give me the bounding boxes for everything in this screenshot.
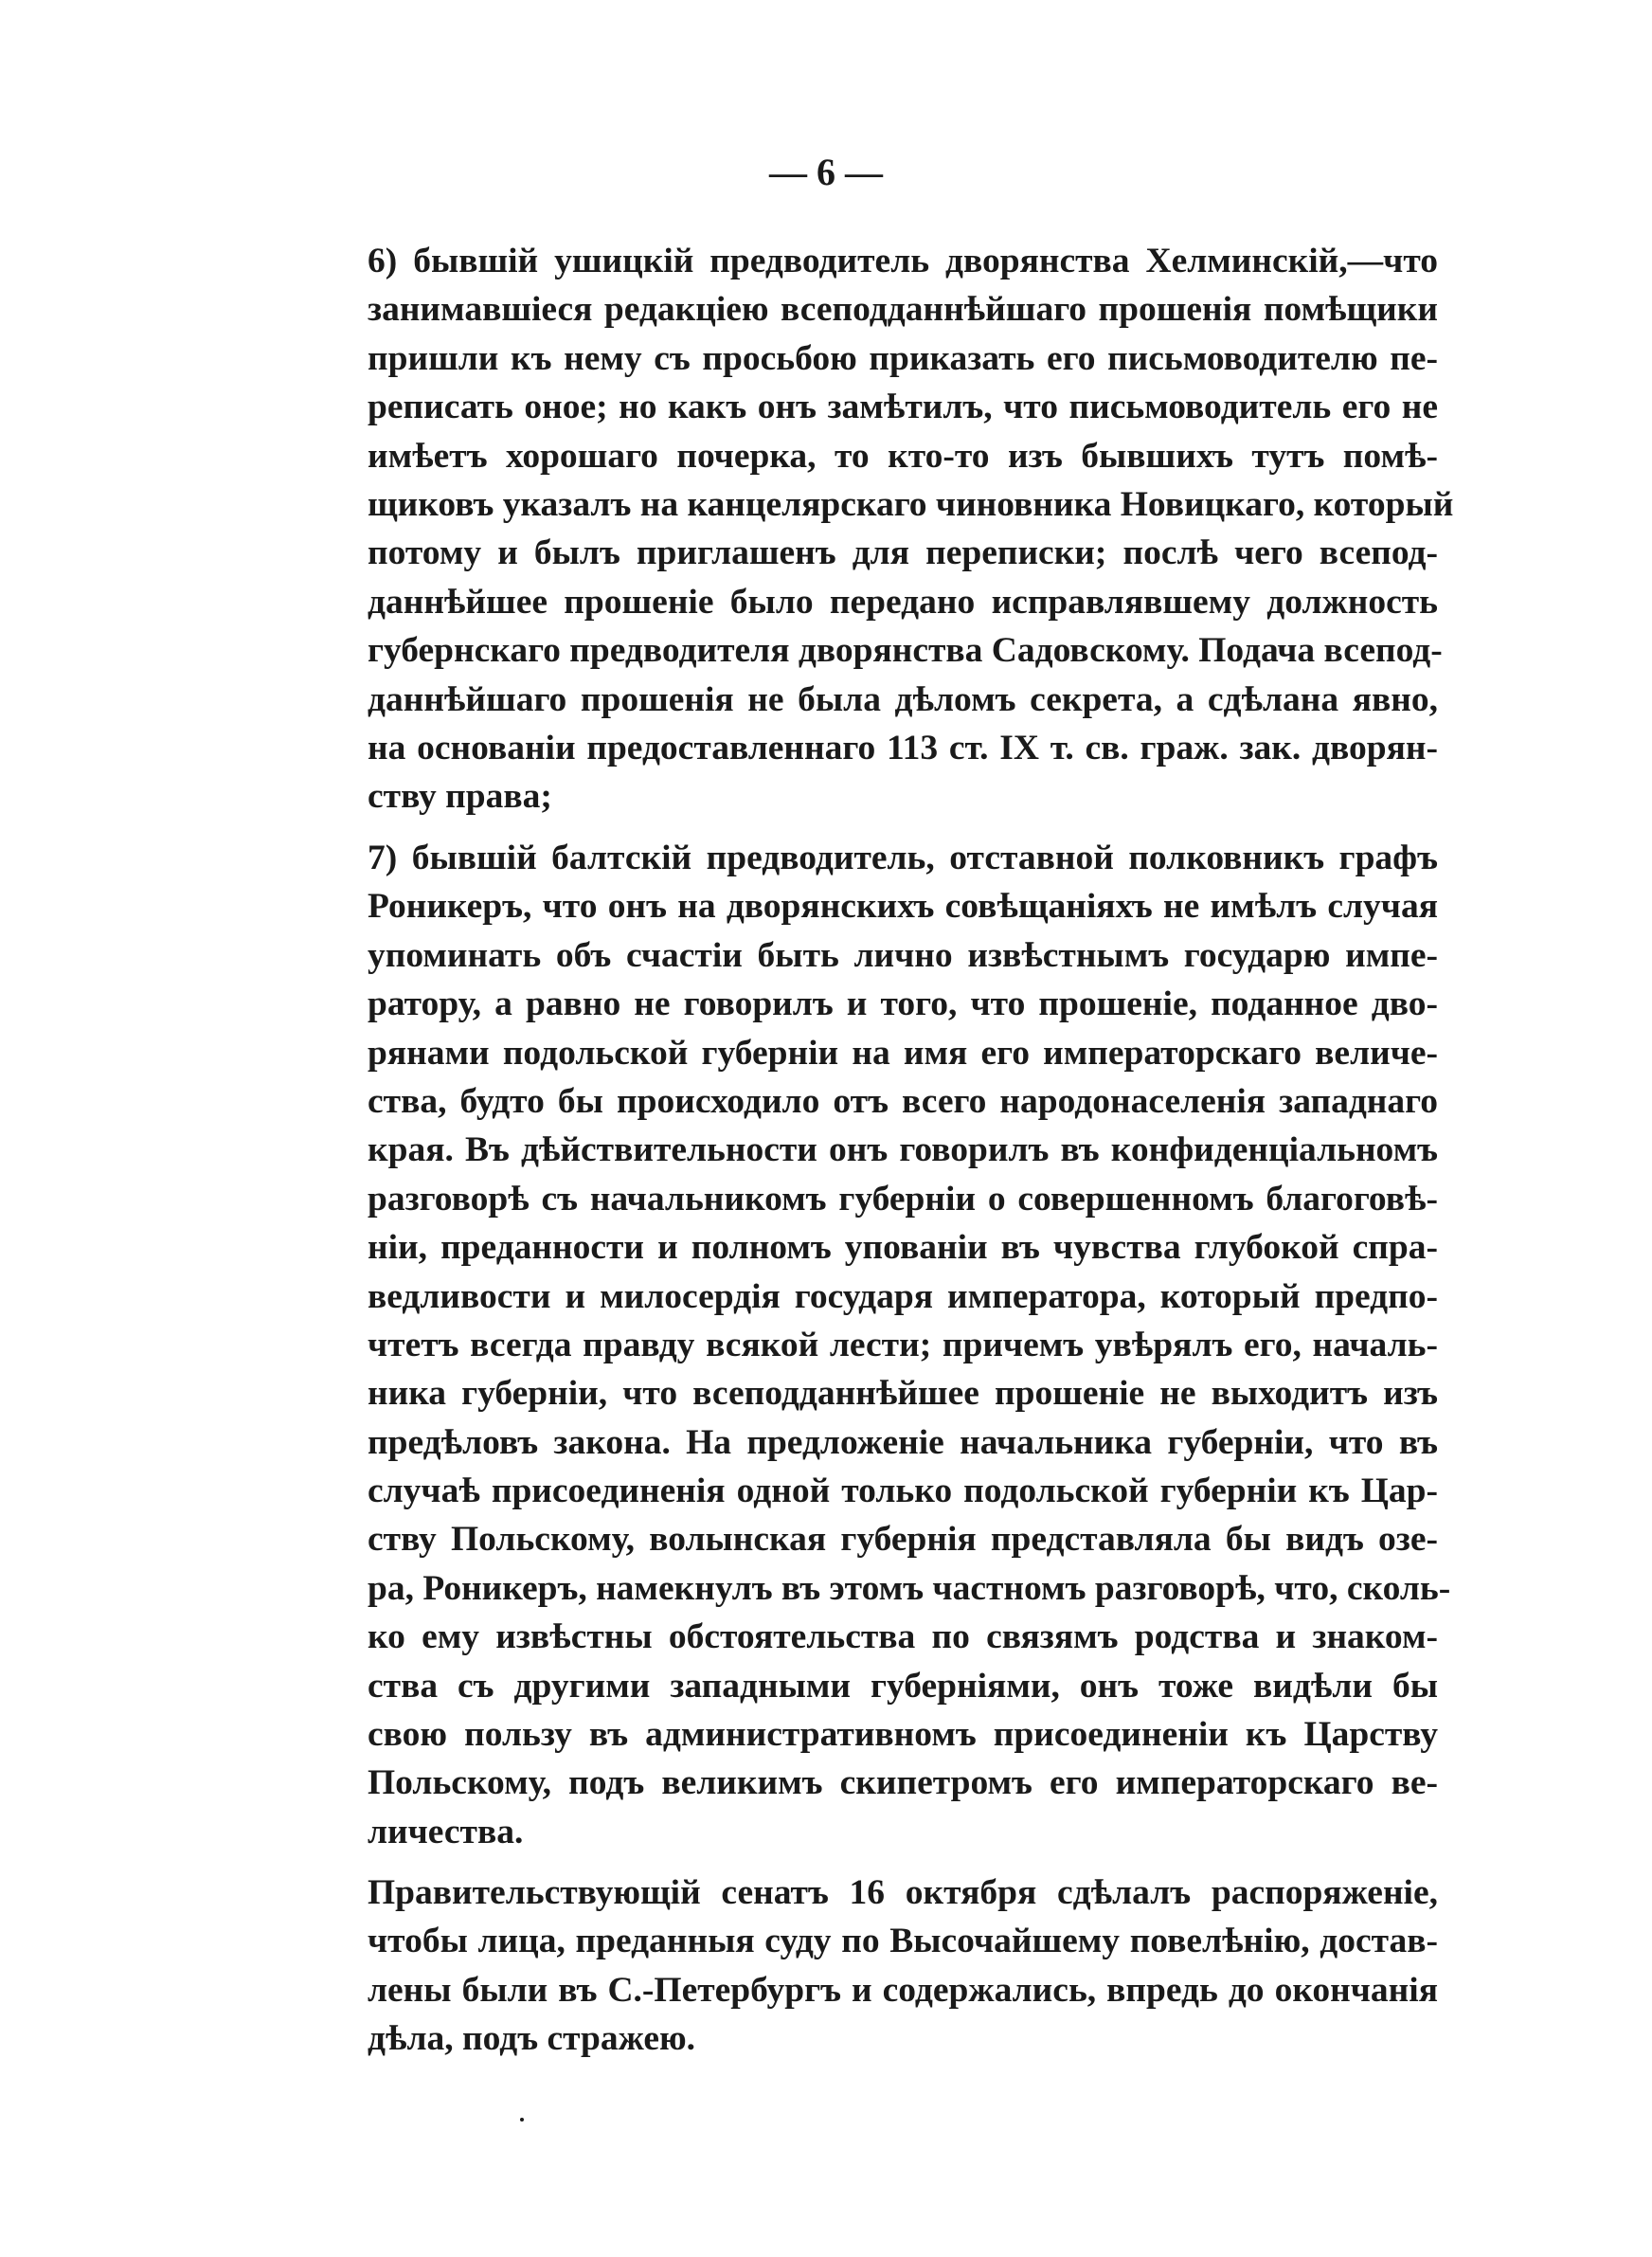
- page-number: — 6 —: [769, 151, 883, 193]
- text-line: чтобы лица, преданныя суду по Высочайшему повелѣнію, достав-: [368, 1922, 1438, 1961]
- text-line: ратору, а равно не говорилъ и того, что прошеніе, поданное дво-: [368, 984, 1438, 1024]
- text-line: края. Въ дѣйствительности онъ говорилъ въ конфиденціальномъ: [368, 1130, 1438, 1170]
- text-line: ніи, преданности и полномъ упованіи въ чувства глубокой спра-: [368, 1228, 1438, 1268]
- text-line: ству Польскому, волынская губернія представляла бы видъ озе-: [368, 1520, 1438, 1560]
- text-line: потому и былъ приглашенъ для переписки; послѣ чего всепод-: [368, 533, 1438, 573]
- text-line: ко ему извѣстны обстоятельства по связямъ родства и знаком-: [368, 1617, 1438, 1657]
- text-line: разговорѣ съ начальникомъ губерніи о совершенномъ благоговѣ-: [368, 1179, 1438, 1219]
- paragraph: [368, 1869, 1438, 2064]
- text-line: личества.: [368, 1812, 524, 1851]
- text-line: имѣетъ хорошаго почерка, то кто-то изъ бывшихъ тутъ помѣ-: [368, 436, 1438, 476]
- text-line: губернскаго предводителя дворянства Садовскому. Подача всепод-: [368, 631, 1443, 671]
- text-line: ства съ другими западными губерніями, онъ тоже видѣли бы: [368, 1666, 1438, 1706]
- text-line: рянами подольской губерніи на имя его императорскаго величе-: [368, 1033, 1438, 1073]
- text-line: пришли къ нему съ просьбою приказать его письмоводителю пе-: [368, 338, 1438, 378]
- text-line: ведливости и милосердія государя императора, который предпо-: [368, 1276, 1438, 1316]
- text-line: ству права;: [368, 777, 552, 817]
- text-line: лены были въ С.-Петербургъ и содержались, впредь до окончанія: [368, 1970, 1438, 2010]
- text-line: ника губерніи, что всеподданнѣйшее прошеніе не выходитъ изъ: [368, 1374, 1438, 1414]
- text-line: Правительствующій сенатъ 16 октября сдѣлалъ распоряженіе,: [368, 1873, 1438, 1912]
- text-line: дѣла, подъ стражею.: [368, 2019, 695, 2059]
- text-line: Польскому, подъ великимъ скипетромъ его императорскаго ве-: [368, 1763, 1438, 1803]
- text-line: даннѣйшее прошеніе было передано исправлявшему должность: [368, 582, 1438, 622]
- text-line: 6) бывшій ушицкій предводитель дворянства Хелминскій,—что: [368, 242, 1438, 280]
- text-line: 7) бывшій балтскій предводитель, отставной полковникъ графъ: [368, 839, 1438, 877]
- text-line: свою пользу въ административномъ присоединеніи къ Царству: [368, 1715, 1438, 1755]
- text-line: занимавшіеся редакціею всеподданнѣйшаго прошенія помѣщики: [368, 290, 1438, 330]
- text-line: случаѣ присоединенія одной только подольской губерніи къ Цар-: [368, 1472, 1438, 1511]
- text-line: даннѣйшаго прошенія не была дѣломъ секрета, а сдѣлана явно,: [368, 679, 1438, 719]
- text-line: Роникеръ, что онъ на дворянскихъ совѣщаніяхъ не имѣлъ случая: [368, 887, 1438, 927]
- ink-speck: [520, 2118, 524, 2122]
- paragraph: [368, 834, 1451, 1856]
- text-line: предѣловъ закона. На предложеніе начальника губерніи, что въ: [368, 1422, 1438, 1462]
- text-line: ства, будто бы происходило отъ всего народонаселенія западнаго: [368, 1081, 1438, 1121]
- text-line: щиковъ указалъ на канцелярскаго чиновника Новицкаго, который: [368, 484, 1454, 524]
- paragraph: [368, 237, 1454, 822]
- text-line: на основаніи предоставленнаго 113 ст. IX т. св. граж. зак. дворян-: [368, 728, 1438, 767]
- text-line: упоминать объ счастіи быть лично извѣстнымъ государю импе-: [368, 935, 1438, 975]
- text-line: чтетъ всегда правду всякой лести; причемъ увѣрялъ его, началь-: [368, 1325, 1438, 1364]
- text-line: ра, Роникеръ, намекнулъ въ этомъ частномъ разговорѣ, что, сколь-: [368, 1568, 1451, 1608]
- text-line: реписать оное; но какъ онъ замѣтилъ, что письмоводитель его не: [368, 388, 1438, 427]
